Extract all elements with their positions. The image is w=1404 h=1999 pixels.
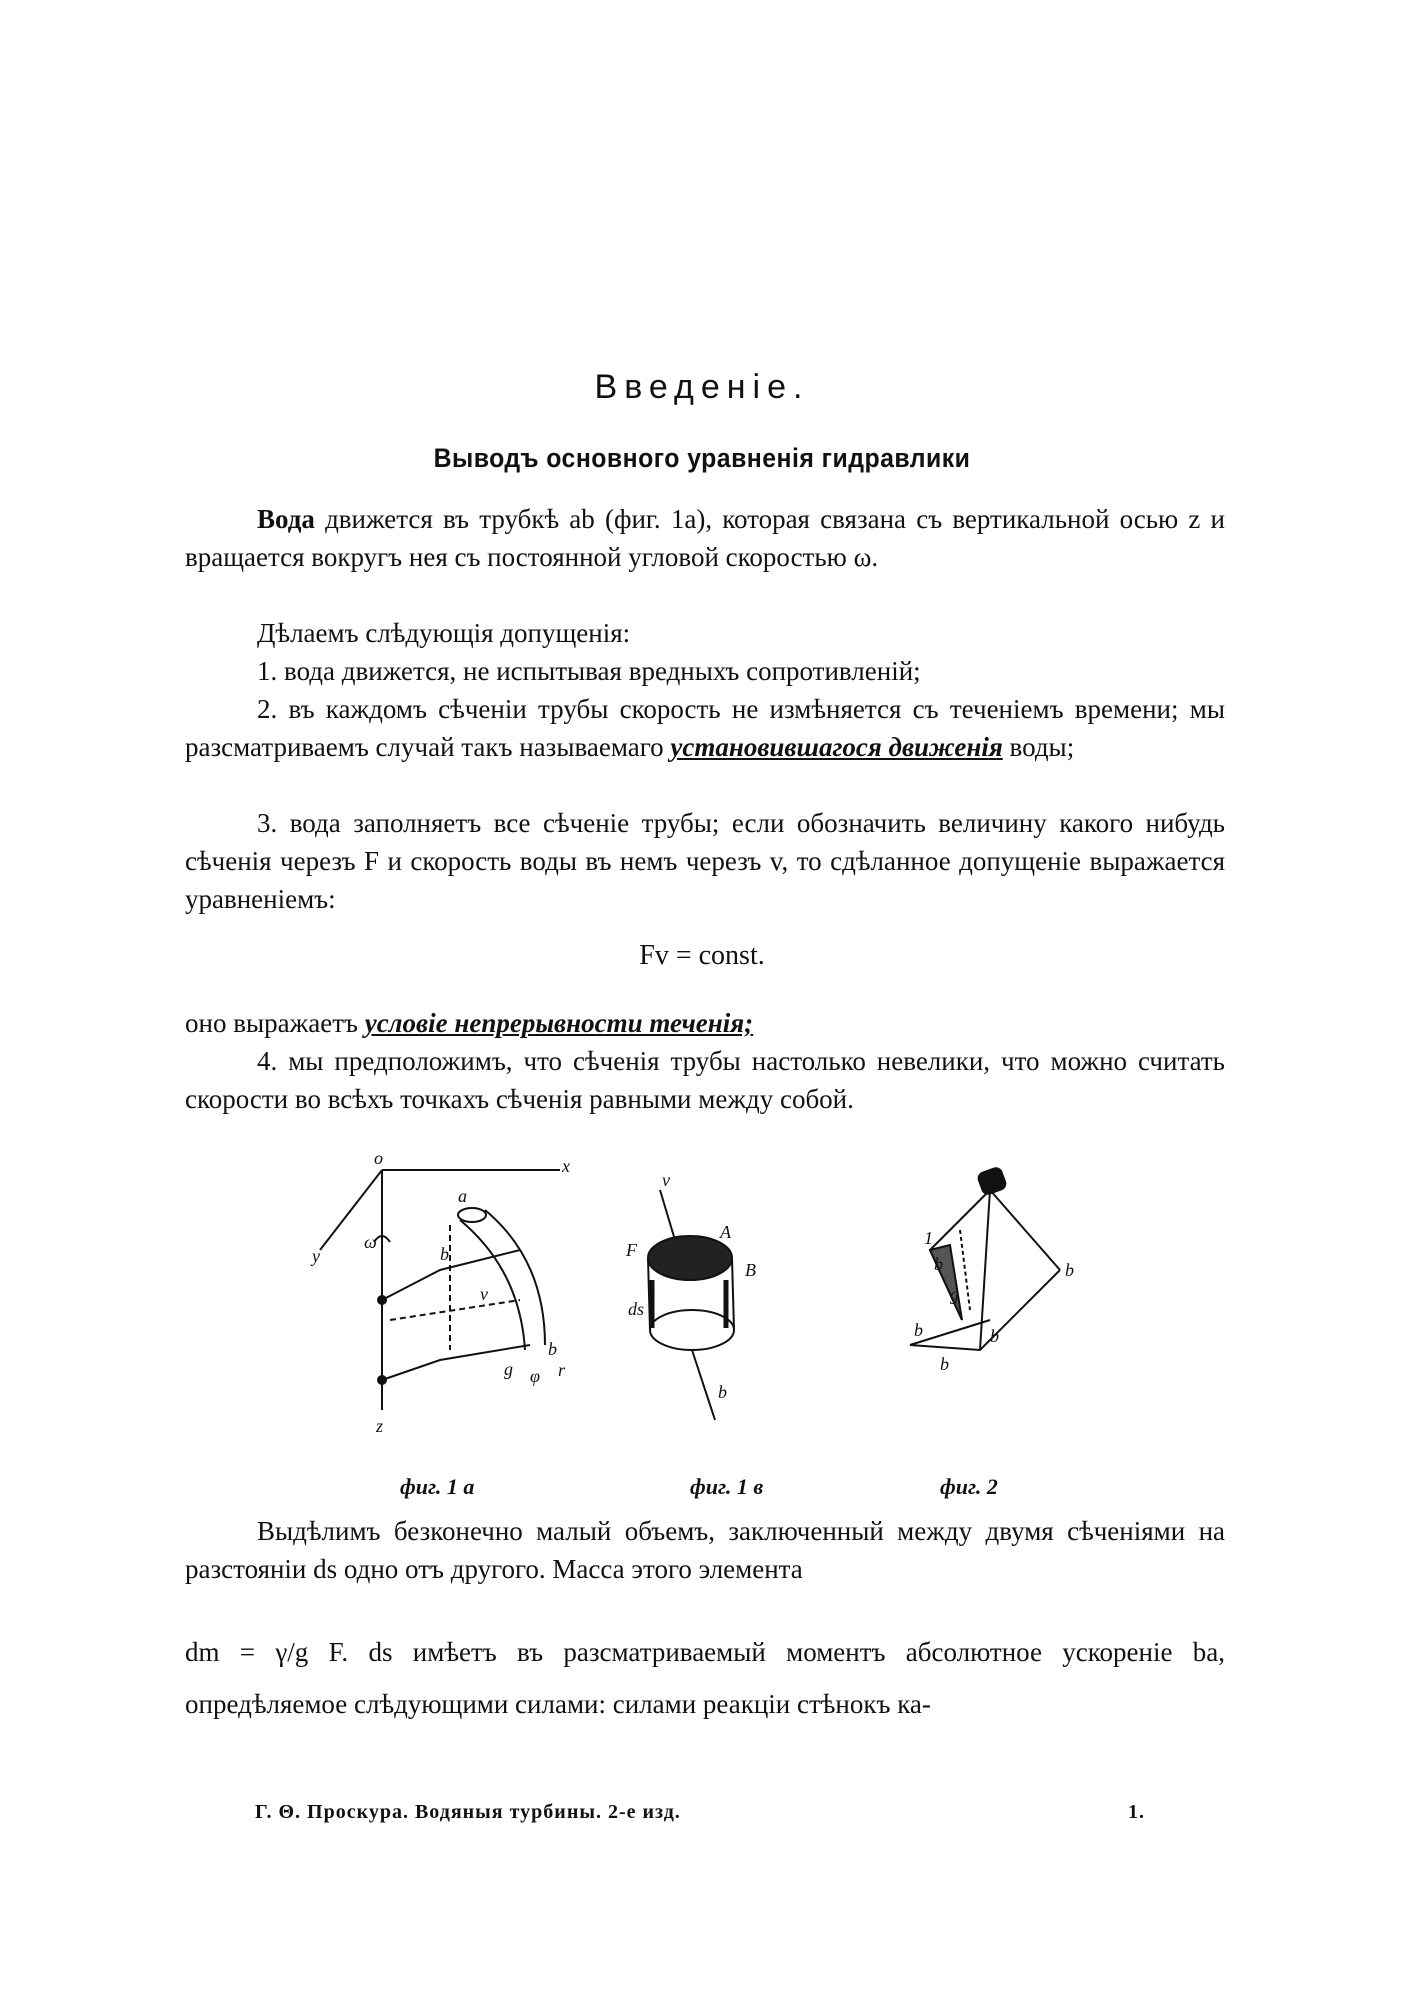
figure-1a-labels (310, 1150, 570, 1436)
page-title: Введеніе. (594, 368, 810, 406)
fig2-label-b2: b (1065, 1260, 1074, 1280)
footer-citation: Г. Θ. Проскура. Водяныя турбины. 2-е изд. (255, 1801, 681, 1823)
fig1a-label-z: z (376, 1416, 384, 1436)
intro-lead: Вода (257, 504, 315, 534)
continuity-paragraph (185, 1004, 1225, 1042)
fig2-label-b1: b (934, 1254, 943, 1274)
continuity-emph: условіе непрерывности теченія; (364, 1008, 754, 1038)
fig1b-label-ds: ds (628, 1299, 645, 1319)
fig1b-label-f: F (626, 1240, 637, 1260)
assumptions-intro: Дѣлаемъ слѣдующія допущенія: (257, 618, 631, 648)
intro-paragraph (185, 500, 1225, 576)
fig2-label-b4: b (990, 1326, 999, 1346)
assumption-1: 1. вода движется, не испытывая вредныхъ сопротивленій; (257, 656, 921, 686)
caption-fig-1a: фиг. 1 а (400, 1474, 475, 1499)
assumption-2-emph: установившагося движенія (670, 732, 1003, 762)
figure-drawings (290, 1150, 1140, 1440)
continuity-formula: Fv = const. (639, 940, 765, 971)
fig1a-label-r: r (558, 1360, 566, 1380)
page-footer (255, 1801, 1145, 1824)
fig1b-label-a: A (720, 1222, 731, 1242)
assumption-2 (185, 690, 1225, 766)
fig2-label-b3: b (914, 1320, 923, 1340)
assumption-2-text: 2. въ каждомъ сѣченіи трубы скорость не измѣняется съ теченіемъ времени; мы разсматриваемъ случай такъ называемаго (185, 694, 1225, 762)
fig1a-label-y: y (312, 1246, 320, 1266)
mass-paragraph: dm = γ/g F. ds имѣетъ въ разсматриваемый моментъ абсолютное ускореніе ba, опредѣляемое слѣдующими силами: силами реакціи стѣнокъ ка- (185, 1637, 1225, 1719)
assumption-4: 4. мы предположимъ, что сѣченія трубы настолько невелики, что можно считать скорости во всѣхъ точкахъ сѣченія равными между собой. (185, 1046, 1225, 1114)
fig1a-label-v: v (480, 1284, 488, 1304)
assumption-3: 3. вода заполняетъ все сѣченіе трубы; если обозначить величину какого нибудь сѣченія черезъ F и скорость воды въ немъ черезъ v, то сдѣланное допущеніе выражается уравненіемъ: (185, 808, 1225, 914)
fig1a-label-phi: φ (530, 1366, 540, 1386)
fig2-label-b5: b (940, 1354, 949, 1374)
page-number: 1. (1128, 1801, 1145, 1823)
fig1a-label-o: o (374, 1150, 383, 1168)
fig1a-label-b2: b (440, 1244, 449, 1264)
assumption-2-tail: воды; (1002, 732, 1075, 762)
figures (290, 1150, 1140, 1440)
fig1b-label-b: B (745, 1260, 756, 1280)
fig1a-label-x: x (562, 1156, 570, 1176)
section-title: Выводъ основного уравненія гидравлики (433, 443, 971, 473)
figure-1b-labels (625, 1170, 756, 1402)
final-paragraph: Выдѣлимъ безконечно малый объемъ, заключенный между двумя сѣченіями на разстояніи ds одно отъ другого. Масса этого элемента (185, 1516, 1225, 1584)
fig1b-label-b2: b (718, 1382, 727, 1402)
continuity-text: оно выражаетъ (185, 1008, 365, 1038)
intro-text: движется въ трубкѣ ab (фиг. 1a), которая связана съ вертикальной осью z и вращается вокругъ нея съ постоянной угловой скоростью ω. (185, 504, 1225, 572)
caption-fig-2: фиг. 2 (940, 1474, 998, 1499)
fig1a-label-a: a (458, 1186, 467, 1206)
caption-fig-1b: фиг. 1 в (690, 1474, 764, 1499)
fig1a-label-omega: ω (364, 1232, 377, 1252)
figure-2 (910, 1167, 1060, 1350)
fig2-label-g: g (950, 1284, 959, 1304)
fig1a-label-b: b (548, 1339, 557, 1359)
fig1b-label-v: v (662, 1170, 670, 1190)
fig2-label-1: 1 (924, 1228, 933, 1248)
figure-1a (320, 1170, 560, 1410)
fig1a-label-g: g (504, 1359, 513, 1379)
